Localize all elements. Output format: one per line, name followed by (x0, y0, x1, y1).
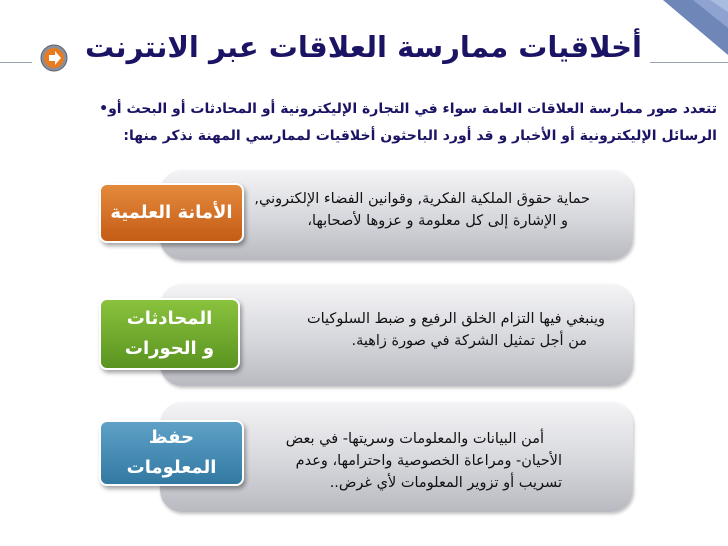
label-information-preservation: حفظ المعلومات (99, 420, 244, 486)
intro-line-2: الرسائل الإليكترونية أو الأخبار و قد أورد الباحثون أخلاقيات لممارسي المهنة نذكر منها: (123, 128, 717, 144)
row-2-line-1: وينبغي فيها التزام الخلق الرفيع و ضبط السلوكيات (306, 311, 605, 327)
label-academic-integrity: الأمانة العلمية (99, 183, 244, 243)
row-1-line-2: و الإشارة إلى كل معلومة و عزوها لأصحابها، (307, 213, 568, 229)
intro-text (14, 96, 717, 150)
row-3-line-3: تسريب أو تزوير المعلومات لأي غرض.. (329, 475, 562, 491)
row-2-line-2: من أجل تمثيل الشركة في صورة زاهية. (351, 333, 587, 349)
row-text-2 (260, 308, 605, 352)
row-text-3 (262, 428, 562, 494)
title-rule-left (0, 62, 32, 63)
label-conversations-dialogues: المحادثات و الحورات (99, 298, 240, 370)
row-3-line-2: الأحيان- ومراعاة الخصوصية واحترامها، وعدم (295, 453, 562, 469)
arrow-circle-icon (40, 44, 68, 72)
row-text-1 (245, 188, 590, 232)
title-rule-right (650, 62, 728, 63)
row-3-line-1: أمن البيانات والمعلومات وسريتها- في بعض (285, 431, 544, 447)
row-1-line-1: حماية حقوق الملكية الفكرية, وقوانين الفضاء الإلكتروني, (254, 191, 590, 207)
page-title: أخلاقيات ممارسة العلاقات عبر الانترنت (84, 30, 642, 64)
intro-line-1: تتعدد صور ممارسة العلاقات العامة سواء في التجارة الإليكترونية أو المحادثات أو البحث أو• (99, 101, 717, 117)
corner-decoration (648, 0, 728, 55)
